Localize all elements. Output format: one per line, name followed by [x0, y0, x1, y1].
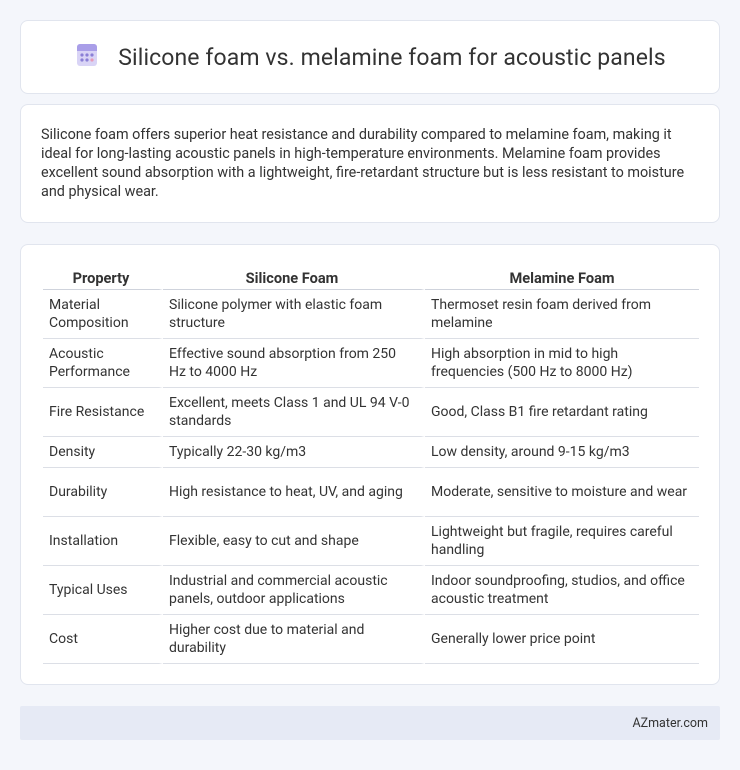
table-row: [43, 566, 699, 615]
row-property: Acoustic Performance: [43, 339, 163, 388]
table-row: [43, 290, 699, 339]
header-silicone-foam: Silicone Foam: [163, 265, 425, 290]
intro-card: [20, 104, 720, 223]
page-title: Silicone foam vs. melamine foam for acoustic panels: [118, 43, 666, 71]
footer-source-link[interactable]: AZmater.com: [632, 715, 708, 731]
header-property: Property: [43, 265, 163, 290]
row-silicone-value: Silicone polymer with elastic foam structure: [163, 290, 425, 339]
table-row: [43, 388, 699, 437]
title-row: [74, 42, 665, 72]
table-row: [43, 615, 699, 664]
comparison-card: [20, 244, 720, 685]
row-silicone-value: Effective sound absorption from 250 Hz to 4000 Hz: [163, 339, 425, 388]
table-row: [43, 517, 699, 566]
row-property: Installation: [43, 517, 163, 566]
row-silicone-value: Typically 22-30 kg/m3: [163, 437, 425, 468]
table-header-row: [43, 265, 699, 290]
row-property: Material Composition: [43, 290, 163, 339]
row-melamine-value: Generally lower price point: [425, 615, 699, 664]
comparison-table: [43, 265, 699, 664]
row-property: Durability: [43, 468, 163, 517]
row-silicone-value: Excellent, meets Class 1 and UL 94 V-0 standards: [163, 388, 425, 437]
row-melamine-value: Moderate, sensitive to moisture and wear: [425, 468, 699, 517]
row-property: Cost: [43, 615, 163, 664]
row-melamine-value: Indoor soundproofing, studios, and office acoustic treatment: [425, 566, 699, 615]
title-card: [20, 20, 720, 94]
row-property: Fire Resistance: [43, 388, 163, 437]
table-row: [43, 437, 699, 468]
row-property: Typical Uses: [43, 566, 163, 615]
intro-paragraph: Silicone foam offers superior heat resistance and durability compared to melamine foam, making it ideal for long-lasting acoustic panels in high-temperature environments. Melamine foam provides excellent sound absorption with a lightweight, fire-retardant structure but is less resistant to moisture and physical wear.: [41, 126, 685, 200]
row-silicone-value: Industrial and commercial acoustic panels, outdoor applications: [163, 566, 425, 615]
row-melamine-value: Good, Class B1 fire retardant rating: [425, 388, 699, 437]
row-property: Density: [43, 437, 163, 468]
table-row: [43, 339, 699, 388]
row-melamine-value: Thermoset resin foam derived from melamine: [425, 290, 699, 339]
calculator-icon: [74, 42, 100, 72]
row-melamine-value: High absorption in mid to high frequencies (500 Hz to 8000 Hz): [425, 339, 699, 388]
table-row: [43, 468, 699, 517]
footer-bar: [20, 706, 720, 740]
row-silicone-value: High resistance to heat, UV, and aging: [163, 468, 425, 517]
row-melamine-value: Low density, around 9-15 kg/m3: [425, 437, 699, 468]
row-melamine-value: Lightweight but fragile, requires careful handling: [425, 517, 699, 566]
header-melamine-foam: Melamine Foam: [425, 265, 699, 290]
row-silicone-value: Flexible, easy to cut and shape: [163, 517, 425, 566]
row-silicone-value: Higher cost due to material and durability: [163, 615, 425, 664]
